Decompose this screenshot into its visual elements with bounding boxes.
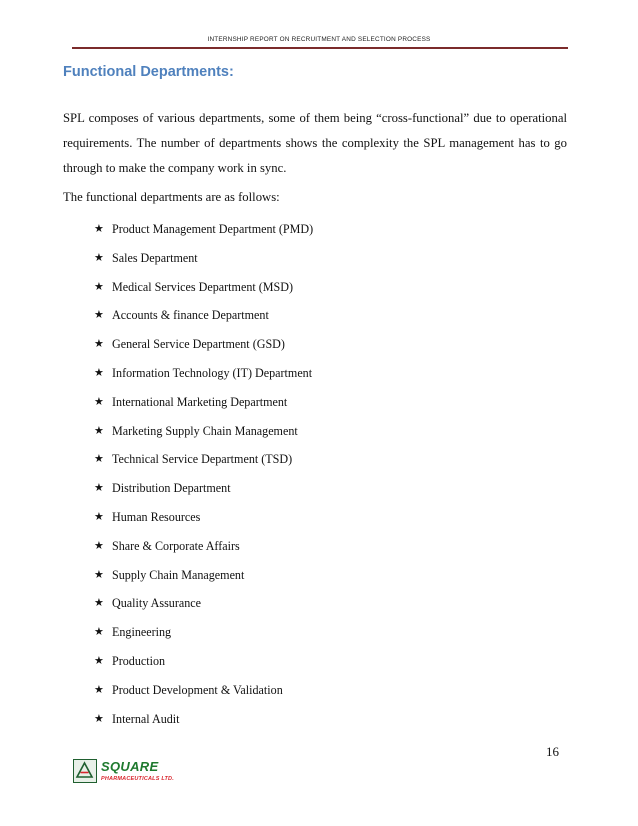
department-item [94,222,313,251]
intro-paragraph: SPL composes of various departments, some of them being “cross-functional” due to operational requirements. The number of departments shows the complexity the SPL management has to go through to make the company work in sync. [63,111,567,175]
department-item [94,539,313,568]
star-icon: ★ [94,395,104,408]
department-item [94,712,313,741]
logo-subtitle: PHARMACEUTICALS LTD. [101,776,174,782]
department-label: International Marketing Department [112,394,288,409]
department-item [94,481,313,510]
department-label: Information Technology (IT) Department [112,365,313,380]
star-icon: ★ [94,366,104,379]
department-label: Sales Department [112,250,198,265]
star-icon: ★ [94,338,104,351]
star-icon: ★ [94,539,104,552]
star-icon: ★ [94,482,104,495]
star-icon: ★ [94,309,104,322]
department-label: Technical Service Department (TSD) [112,452,293,467]
department-list [94,222,313,740]
running-header: INTERNSHIP REPORT ON RECRUITMENT AND SELECTION PROCESS [207,36,431,43]
department-item [94,424,313,453]
star-icon: ★ [94,654,104,667]
department-label: Production [112,653,166,668]
star-icon: ★ [94,251,104,264]
star-icon: ★ [94,223,104,235]
star-icon: ★ [94,510,104,523]
star-icon: ★ [94,453,104,466]
department-label: Supply Chain Management [112,567,245,582]
department-item [94,683,313,712]
department-item [94,510,313,539]
star-icon: ★ [94,683,104,696]
department-label: Human Resources [112,509,201,524]
star-icon: ★ [94,626,104,639]
company-logo [73,757,193,789]
page-number: 16 [546,744,559,759]
department-label: Marketing Supply Chain Management [112,423,298,438]
department-item [94,654,313,683]
department-item [94,395,313,424]
department-label: Share & Corporate Affairs [112,538,240,553]
department-item [94,625,313,654]
logo-wordmark: SQUARE [101,759,159,774]
department-item [94,366,313,395]
star-icon: ★ [94,597,104,610]
department-label: Accounts & finance Department [112,308,269,323]
department-label: Engineering [112,625,172,640]
list-lead-text: The functional departments are as follows: [63,190,280,204]
department-label: Medical Services Department (MSD) [112,279,294,294]
department-label: General Service Department (GSD) [112,337,285,352]
department-label: Distribution Department [112,481,231,496]
header-rule [72,47,568,49]
department-label: Product Management Department (PMD) [112,222,314,236]
star-icon: ★ [94,424,104,437]
department-item [94,337,313,366]
logo-mark-icon [73,759,97,783]
department-label: Internal Audit [112,711,180,726]
department-item [94,251,313,280]
department-label: Quality Assurance [112,596,202,611]
department-item [94,596,313,625]
section-title: Functional Departments: [63,64,234,80]
department-label: Product Development & Validation [112,682,283,697]
department-item [94,568,313,597]
star-icon: ★ [94,280,104,293]
star-icon: ★ [94,712,104,725]
star-icon: ★ [94,568,104,581]
department-item [94,308,313,337]
department-item [94,280,313,309]
department-item [94,452,313,481]
